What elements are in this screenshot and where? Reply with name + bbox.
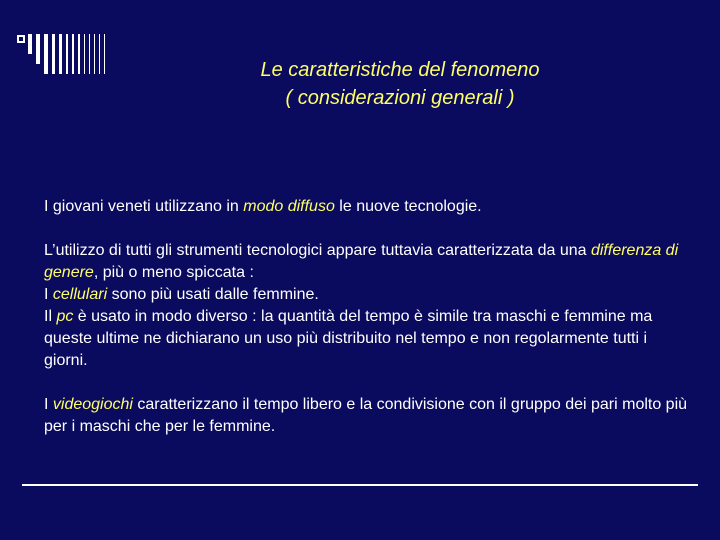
title-line-1: Le caratteristiche del fenomeno (260, 59, 540, 81)
paragraph-1 (44, 196, 694, 218)
p2-text-a: L’utilizzo di tutti gli strumenti tecnologici appare tuttavia caratterizzata da una (44, 242, 591, 259)
p1-emphasis: modo diffuso (243, 198, 335, 215)
p1-text-a: I giovani veneti utilizzano in (44, 198, 244, 215)
paragraph-3 (44, 284, 694, 306)
paragraph-4 (44, 306, 694, 372)
slide-title (180, 56, 620, 112)
p3-text-b: sono più usati dalle femmine. (107, 286, 319, 303)
p4-text-a: Il (44, 308, 57, 325)
p5-emphasis: videogiochi (52, 396, 133, 413)
p2-text-b: , più o meno spiccata : (93, 264, 254, 281)
slide-body (44, 196, 694, 438)
p1-text-b: le nuove tecnologie. (334, 198, 482, 215)
p2-emphasis: differenza di genere (44, 242, 679, 281)
footer-divider (22, 484, 698, 486)
spacer (44, 372, 694, 394)
p3-emphasis: cellulari (52, 286, 108, 303)
p4-text-b: è usato in modo diverso : la quantità del tempo è simile tra maschi e femmine ma queste ultime ne dichiarano un uso più distribuito nel tempo e non regolarmente tutti i giorni. (44, 308, 653, 369)
p4-emphasis: pc (56, 308, 74, 325)
paragraph-5 (44, 394, 694, 438)
paragraph-2 (44, 240, 694, 284)
title-line-2: ( considerazioni generali ) (285, 87, 515, 109)
p3-text-a: I (44, 286, 53, 303)
p5-text-b: caratterizzano il tempo libero e la condivisione con il gruppo dei pari molto più per i maschi che per le femmine. (44, 396, 688, 435)
p5-text-a: I (44, 396, 53, 413)
spacer (44, 218, 694, 240)
